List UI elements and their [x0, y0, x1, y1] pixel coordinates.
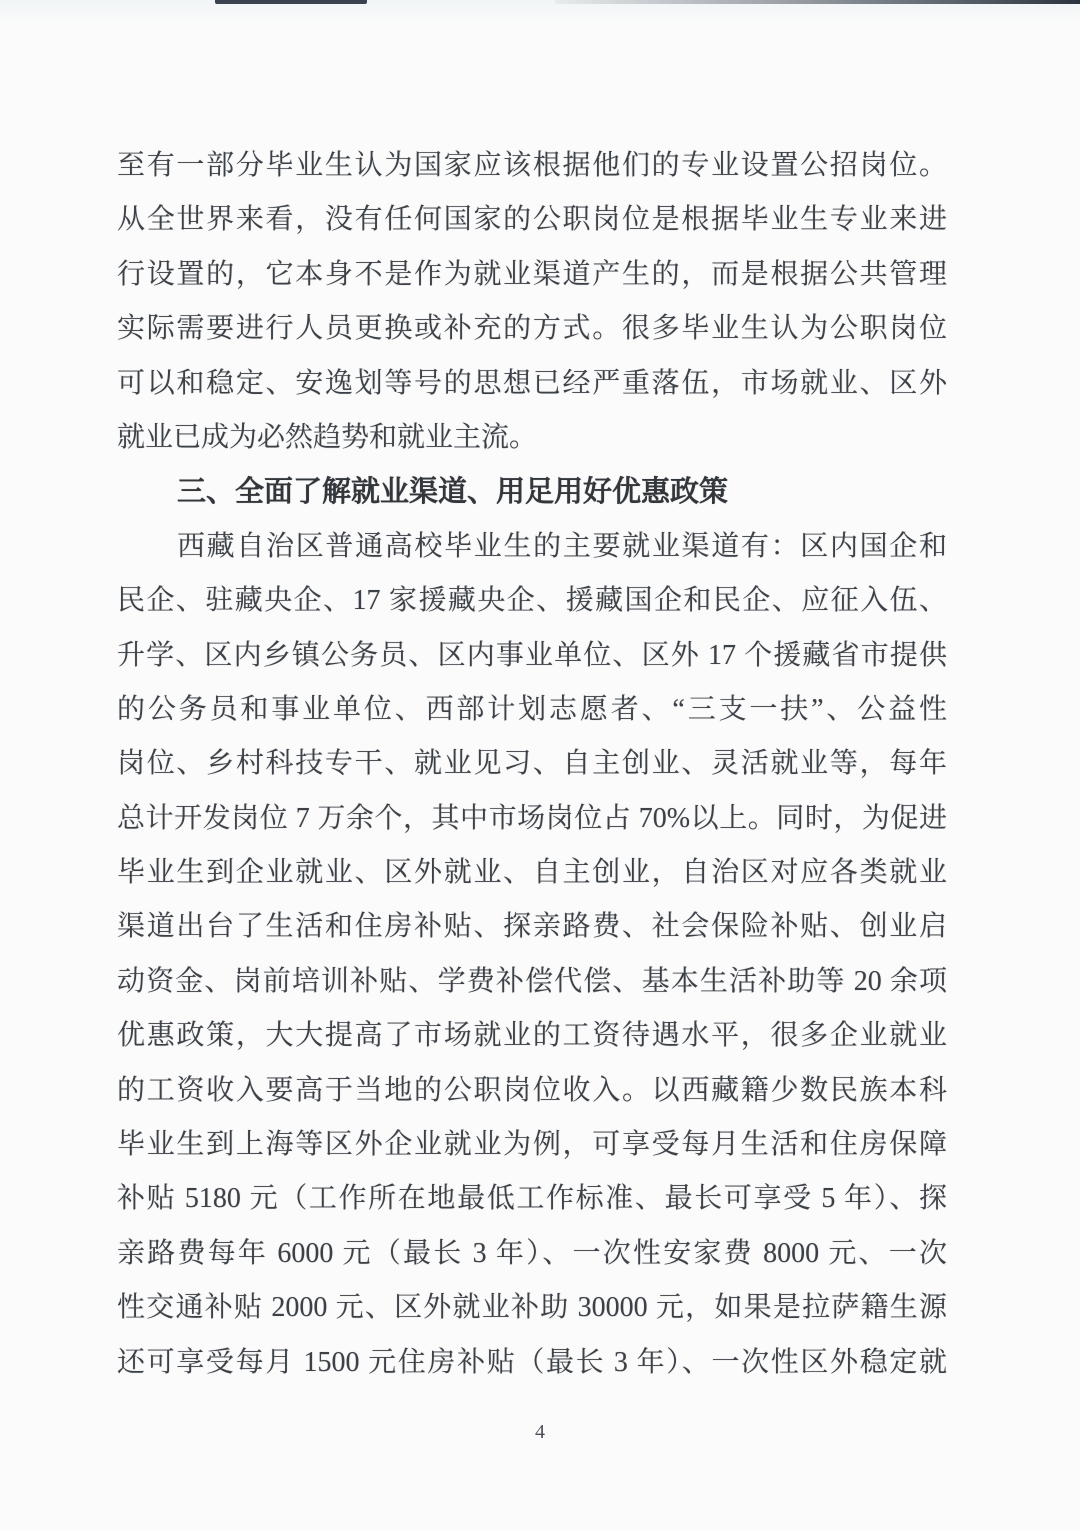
paragraph-line: 的公务员和事业单位、西部计划志愿者、“三支一扶”、公益性 — [117, 693, 947, 725]
scan-edge-artifact-left — [215, 0, 367, 4]
paragraph-line: 实际需要进行人员更换或补充的方式。很多毕业生认为公职岗位 — [117, 313, 947, 345]
paragraph-line: 亲路费每年 6000 元（最长 3 年）、一次性安家费 8000 元、一次 — [117, 1237, 947, 1269]
paragraph-line: 至有一部分毕业生认为国家应该根据他们的专业设置公招岗位。 — [117, 150, 947, 181]
scan-edge-artifact-right — [555, 0, 1080, 4]
paragraph-line: 就业已成为必然趋势和就业主流。 — [117, 421, 538, 453]
section-heading: 三、全面了解就业渠道、用足用好优惠政策 — [177, 476, 729, 509]
paragraph-line: 总计开发岗位 7 万余个，其中市场岗位占 70%以上。同时，为促进 — [117, 802, 947, 834]
paragraph-line: 动资金、岗前培训补贴、学费补偿代偿、基本生活补助等 20 余项 — [117, 965, 947, 997]
page-footer — [0, 1418, 1080, 1446]
paragraph-line: 行设置的，它本身不是作为就业渠道产生的，而是根据公共管理 — [117, 258, 947, 290]
paragraph-line: 民企、驻藏央企、17 家援藏央企、援藏国企和民企、应征入伍、 — [117, 585, 947, 617]
paragraph-line: 的工资收入要高于当地的公职岗位收入。以西藏籍少数民族本科 — [117, 1074, 947, 1106]
paragraph-line: 还可享受每月 1500 元住房补贴（最长 3 年）、一次性区外稳定就 — [117, 1346, 947, 1378]
paragraph-line: 岗位、乡村科技专干、就业见习、自主创业、灵活就业等，每年 — [117, 748, 947, 780]
paragraph-line: 毕业生到上海等区外企业就业为例，可享受每月生活和住房保障 — [117, 1129, 947, 1161]
paragraph-line: 优惠政策，大大提高了市场就业的工资待遇水平，很多企业就业 — [117, 1020, 947, 1052]
paragraph-line: 可以和稳定、安逸划等号的思想已经严重落伍，市场就业、区外 — [117, 367, 947, 399]
document-text — [117, 139, 947, 1390]
paragraph-line: 补贴 5180 元（工作所在地最低工作标准、最长可享受 5 年）、探 — [117, 1183, 947, 1215]
paragraph-line: 从全世界来看，没有任何国家的公职岗位是根据毕业生专业来进 — [117, 204, 947, 236]
scan-top-tint — [0, 0, 1080, 28]
page-number: 4 — [535, 1421, 545, 1443]
paragraph-line: 渠道出台了生活和住房补贴、探亲路费、社会保险补贴、创业启 — [117, 911, 947, 943]
paragraph-line: 升学、区内乡镇公务员、区内事业单位、区外 17 个援藏省市提供 — [117, 639, 947, 671]
paragraph-line: 性交通补贴 2000 元、区外就业补助 30000 元，如果是拉萨籍生源 — [117, 1292, 947, 1324]
paragraph-line: 西藏自治区普通高校毕业生的主要就业渠道有：区内国企和 — [177, 530, 947, 562]
paragraph-line: 毕业生到企业就业、区外就业、自主创业，自治区对应各类就业 — [117, 857, 947, 889]
